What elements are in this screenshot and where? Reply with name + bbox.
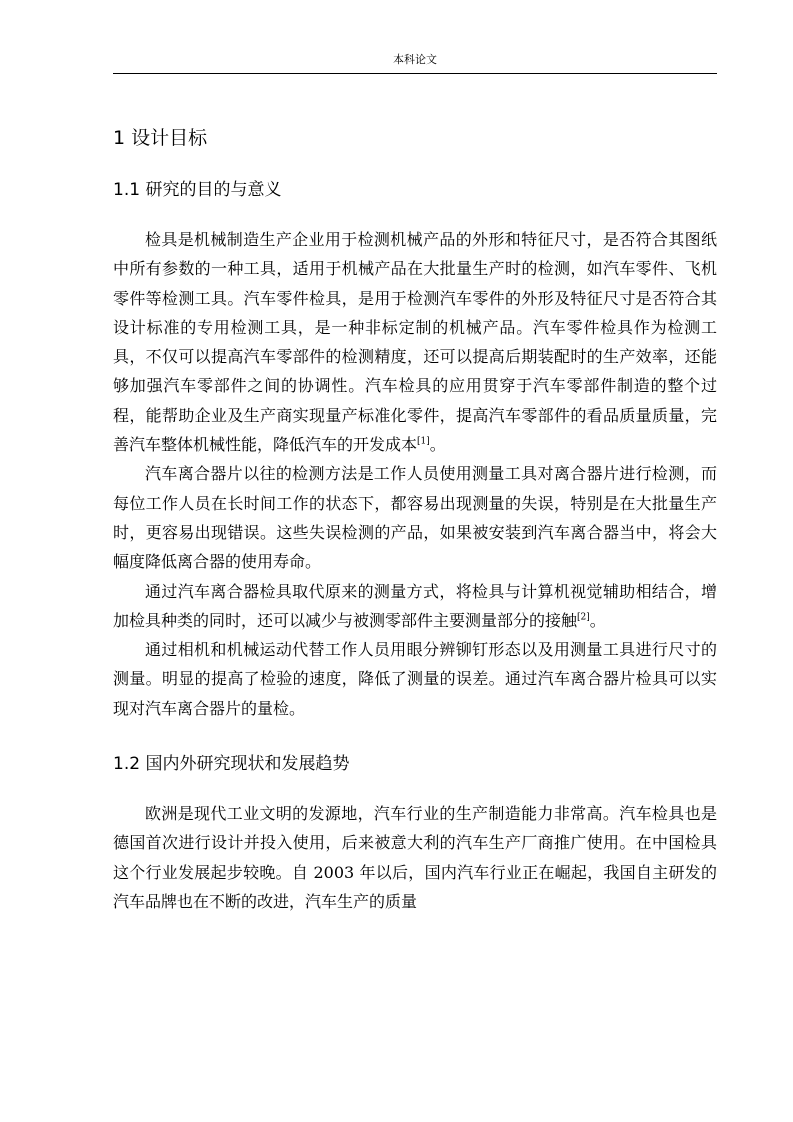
- paragraph-3: [113, 577, 717, 636]
- section-heading-1: 1 设计目标: [113, 127, 208, 149]
- paragraph-1: [113, 225, 717, 459]
- paragraph-4: 通过相机和机械运动代替工作人员用眼分辨铆钉形态以及用测量工具进行尺寸的测量。明显的提高了检验的速度，降低了测量的误差。通过汽车离合器片检具可以实现对汽车离合器片的量检。: [113, 640, 717, 718]
- page-body: [113, 121, 717, 916]
- header-divider: [113, 73, 717, 74]
- running-header: 本科论文: [393, 53, 437, 66]
- paragraph-5: 欧洲是现代工业文明的发源地，汽车行业的生产制造能力非常高。汽车检具也是德国首次进行设计并投入使用，后来被意大利的汽车生产厂商推广使用。在中国检具这个行业发展起步较晚。自 2003 年以后，国内汽车行业正在崛起，我国自主研发的汽车品牌也在不断的改进，汽车生产的质量: [113, 804, 717, 911]
- paragraph-1-text: 检具是机械制造生产企业用于检测机械产品的外形和特征尺寸，是否符合其图纸中所有参数的一种工具，适用于机械产品在大批量生产时的检测，如汽车零件、飞机零件等检测工具。汽车零件检具，是用于检测汽车零件的外形及特征尺寸是否符合其设计标准的专用检测工具，是一种非标定制的机械产品。汽车零件检具作为检测工具，不仅可以提高汽车零部件的检测精度，还可以提高后期装配时的生产效率，还能够加强汽车零部件之间的协调性。汽车检具的应用贯穿于汽车零部件制造的整个过程，能帮助企业及生产商实现量产标准化零件，提高汽车零部件的看品质量质量，完善汽车整体机械性能，降低汽车的开发成本: [113, 230, 717, 455]
- citation-2: [2]: [577, 612, 590, 623]
- section-heading-1-1: 1.1 研究的目的与意义: [113, 180, 282, 200]
- paragraph-3-text: 通过汽车离合器检具取代原来的测量方式，将检具与计算机视觉辅助相结合，增加检具种类的同时，还可以减少与被测零部件主要测量部分的接触: [113, 581, 717, 630]
- paragraph-3-end: 。: [589, 610, 606, 630]
- paragraph-2: 汽车离合器片以往的检测方法是工作人员使用测量工具对离合器片进行检测，而每位工作人员在长时间工作的状态下，都容易出现测量的失误，特别是在大批量生产时，更容易出现错误。这些失误检测的产品，如果被安装到汽车离合器当中，将会大幅度降低离合器的使用寿命。: [113, 464, 717, 572]
- citation-1: [1]: [417, 436, 430, 447]
- paragraph-1-end: 。: [429, 435, 446, 455]
- section-heading-1-2: 1.2 国内外研究现状和发展趋势: [113, 754, 350, 775]
